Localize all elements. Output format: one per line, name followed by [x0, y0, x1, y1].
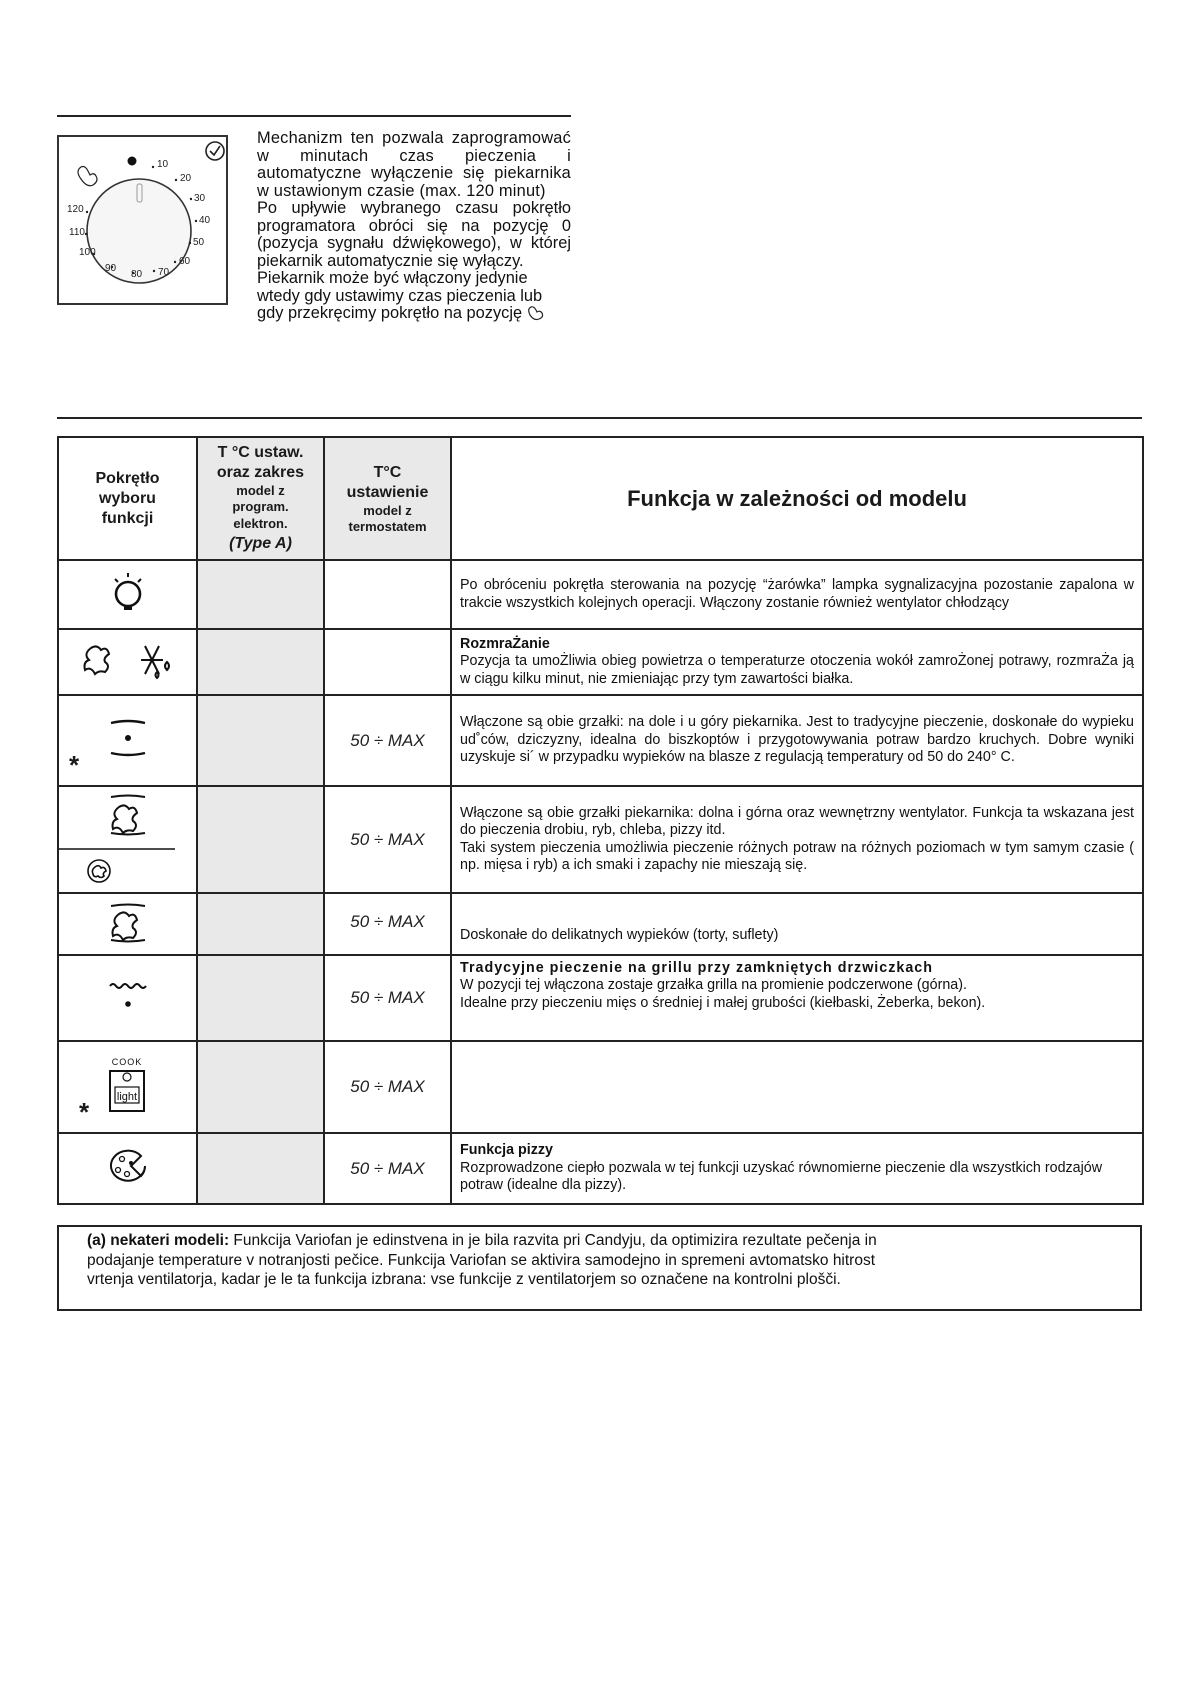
header-line: elektron.	[233, 515, 288, 531]
header-temp-thermostat	[324, 437, 451, 560]
row-icon-cell	[58, 786, 197, 893]
row-temp-thermostat: 50 ÷ MAX	[324, 955, 451, 1041]
row-temp-electronic	[197, 786, 324, 893]
dial-label-10: 10	[157, 159, 169, 170]
defrost-icon	[73, 638, 183, 682]
table-row	[58, 1133, 1143, 1204]
cook-label: COOK	[111, 1056, 142, 1067]
footnote-text: Funkcija Variofan je edinstvena in je bila razvita pri Candyju, da optimizira rezultate pečenja in podajanje temperature v notranjosti pečice. Funkcija Variofan se aktivira samodejno in spremeni avtomatsko hitrost vrtenja ventilatorja, kadar je le ta funkcija izbrana: vse funkcije z ventilatorjem so označene na kontrolni plošči.	[87, 1232, 877, 1288]
dial-label-20: 20	[180, 173, 192, 184]
table-row	[58, 560, 1143, 629]
row-icon-cell	[58, 893, 197, 955]
row-temp-thermostat	[324, 629, 451, 695]
functions-table	[57, 436, 1144, 1205]
row-title: RozmraŻanie	[460, 635, 550, 652]
row-title: Funkcja pizzy	[460, 1142, 553, 1159]
header-line: oraz zakres	[216, 463, 305, 481]
row-temp-electronic	[197, 1133, 324, 1204]
header-line: model z	[236, 482, 285, 498]
row-text: Doskonałe do delikatnych wypieków (torty, suflety)	[460, 926, 779, 943]
row-function-desc	[451, 560, 1143, 629]
row-text: Po obróceniu pokrętła sterowania na pozycję “żarówka” lampka sygnalizacyjna pozostanie zapalona w trakcie wszystkich kolejnych operacji. Włączony zostanie również wentylator chłodzący	[460, 577, 1134, 611]
row-temp-thermostat: 50 ÷ MAX	[324, 1041, 451, 1133]
row-icon-cell	[58, 560, 197, 629]
header-line: program.	[232, 498, 289, 514]
table-row	[58, 1041, 1143, 1133]
timer-paragraph-1: Mechanizm ten pozwala zaprogramować w minutach czas pieczenia i automatyczne wyłączenie się piekarnika w ustawionym czasie (max. 120 minut)	[257, 129, 571, 200]
table-row	[58, 786, 1143, 893]
lamp-icon	[108, 570, 148, 614]
row-temp-thermostat: 50 ÷ MAX	[324, 786, 451, 893]
row-temp-electronic	[197, 955, 324, 1041]
row-function-desc	[451, 629, 1143, 695]
dial-label-60: 60	[179, 256, 191, 267]
header-knob-line: Pokrętło	[95, 469, 160, 487]
row-function-desc	[451, 1133, 1143, 1204]
dial-label-100: 100	[79, 247, 96, 258]
header-knob	[58, 437, 197, 560]
asterisk: *	[79, 1097, 90, 1127]
dial-label-120: 120	[67, 204, 84, 215]
variofan-icon	[88, 860, 110, 882]
row-icon-cell	[58, 695, 197, 786]
header-line: model z	[363, 502, 412, 518]
header-function: Funkcja w zależności od modelu	[451, 437, 1143, 560]
asterisk: *	[69, 750, 80, 780]
top-bottom-heat-icon	[103, 713, 153, 763]
row-function-desc	[451, 695, 1143, 786]
header-knob-line: funkcji	[101, 509, 154, 527]
header-line: termostatem	[348, 518, 427, 534]
row-temp-electronic	[197, 629, 324, 695]
table-header-row	[58, 437, 1143, 560]
row-icon-cell	[58, 955, 197, 1041]
hand-icon	[78, 167, 97, 186]
row-temp-electronic	[197, 1041, 324, 1133]
row-temp-electronic	[197, 560, 324, 629]
row-title: Tradycyjne pieczenie na grillu przy zamkniętych drzwiczkach	[460, 960, 933, 976]
header-temp-electronic	[197, 437, 324, 560]
timer-dial-illustration	[57, 135, 228, 305]
row-icon-cell	[58, 1041, 197, 1133]
row-icon-cell	[58, 629, 197, 695]
dial-label-70: 70	[158, 267, 170, 278]
dial-label-80: 80	[131, 269, 143, 280]
row-text-2: Taki system pieczenia umożliwia pieczenie różnych potraw na różnych poziomach w tym samym czasie ( np. mięsa i ryb) a ich smaki i zapachy nie mieszają się.	[460, 839, 1134, 873]
timer-paragraph-3-text: Piekarnik może być włączony jedynie wtedy gdy ustawimy czas pieczenia lub gdy przekręcimy pokrętło na pozycję	[257, 269, 543, 322]
row-text: W pozycji tej włączona zostaje grzałka grilla na promienie podczerwone (górna). Idealne przy pieczeniu mięs o średniej i małej grubości (kiełbaski, Żeberka, bekon).	[460, 977, 986, 1011]
timer-paragraph-2: Po upływie wybranego czasu pokrętło programatora obróci się na pozycję 0 (pozycja sygnału dźwiękowego), w której piekarnik automatycznie się wyłączy.	[257, 199, 571, 270]
header-knob-line: wyboru	[99, 489, 156, 507]
timer-paragraph-3	[257, 270, 571, 323]
table-row	[58, 629, 1143, 695]
dial-label-50: 50	[193, 237, 205, 248]
fan-icon	[105, 900, 151, 944]
header-line: ustawienie	[346, 483, 429, 501]
table-row	[58, 695, 1143, 786]
row-icon-cell	[58, 1133, 197, 1204]
row-temp-thermostat	[324, 560, 451, 629]
row-function-desc	[451, 786, 1143, 893]
header-line: T °C ustaw.	[217, 443, 304, 461]
grill-icon	[106, 978, 150, 1014]
cook-light-icon	[98, 1053, 158, 1117]
row-temp-electronic	[197, 695, 324, 786]
row-temp-thermostat: 50 ÷ MAX	[324, 893, 451, 955]
clock-icon	[206, 142, 224, 160]
dial-label-110: 110	[69, 227, 85, 238]
row-text: Włączone są obie grzałki: na dole i u góry piekarnika. Jest to tradycyjne pieczenie, doskonałe do wypieku ud˚ców, dziczyzny, idealna do biszkoptów i przygotowywania potraw bardzo kruchych. Dobre wyniki uzyskuje si´ w przypadku wypieków na blasze z regulacją temperatury od 50 do 240° C.	[460, 714, 1134, 766]
row-function-desc	[451, 893, 1143, 955]
dial-label-40: 40	[199, 215, 211, 226]
dial-label-30: 30	[194, 193, 206, 204]
row-text: Rozprowadzone ciepło pozwala w tej funkcji uzyskać równomierne pieczenie dla wszystkich rodzajów potraw (idealne dla pizzy).	[460, 1159, 1103, 1194]
top-rule	[57, 115, 571, 117]
header-line: T°C	[373, 463, 402, 481]
table-row	[58, 955, 1143, 1041]
row-text: Pozycja ta umoŻliwia obieg powietrza o temperaturze otoczenia wokół zamroŻonej potrawy, rozmraŻa ją w ciągu kilku minut, nie zmieniając przy tym zawartości białka.	[460, 653, 1134, 687]
variofan-footnote	[57, 1225, 1142, 1311]
timer-description	[257, 130, 571, 323]
row-function-desc	[451, 955, 1143, 1041]
hand-icon	[527, 305, 545, 321]
row-text: Włączone są obie grzałki piekarnika: dolna i górna oraz wewnętrzny wentylator. Funkcja ta wskazana jest do pieczenia drobiu, ryb, chleba, pizzy itd.	[460, 804, 1134, 839]
table-row	[58, 893, 1143, 955]
row-temp-thermostat: 50 ÷ MAX	[324, 695, 451, 786]
row-temp-electronic	[197, 893, 324, 955]
fan-heat-icon	[59, 787, 198, 887]
header-type-a: (Type A)	[229, 534, 292, 552]
pizza-icon	[105, 1146, 151, 1186]
light-label: light	[116, 1090, 137, 1103]
row-function-desc	[451, 1041, 1143, 1133]
footnote-label: (a) nekateri modeli:	[87, 1232, 230, 1249]
section-rule	[57, 417, 1142, 419]
row-temp-thermostat: 50 ÷ MAX	[324, 1133, 451, 1204]
dial-label-90: 90	[105, 263, 117, 274]
